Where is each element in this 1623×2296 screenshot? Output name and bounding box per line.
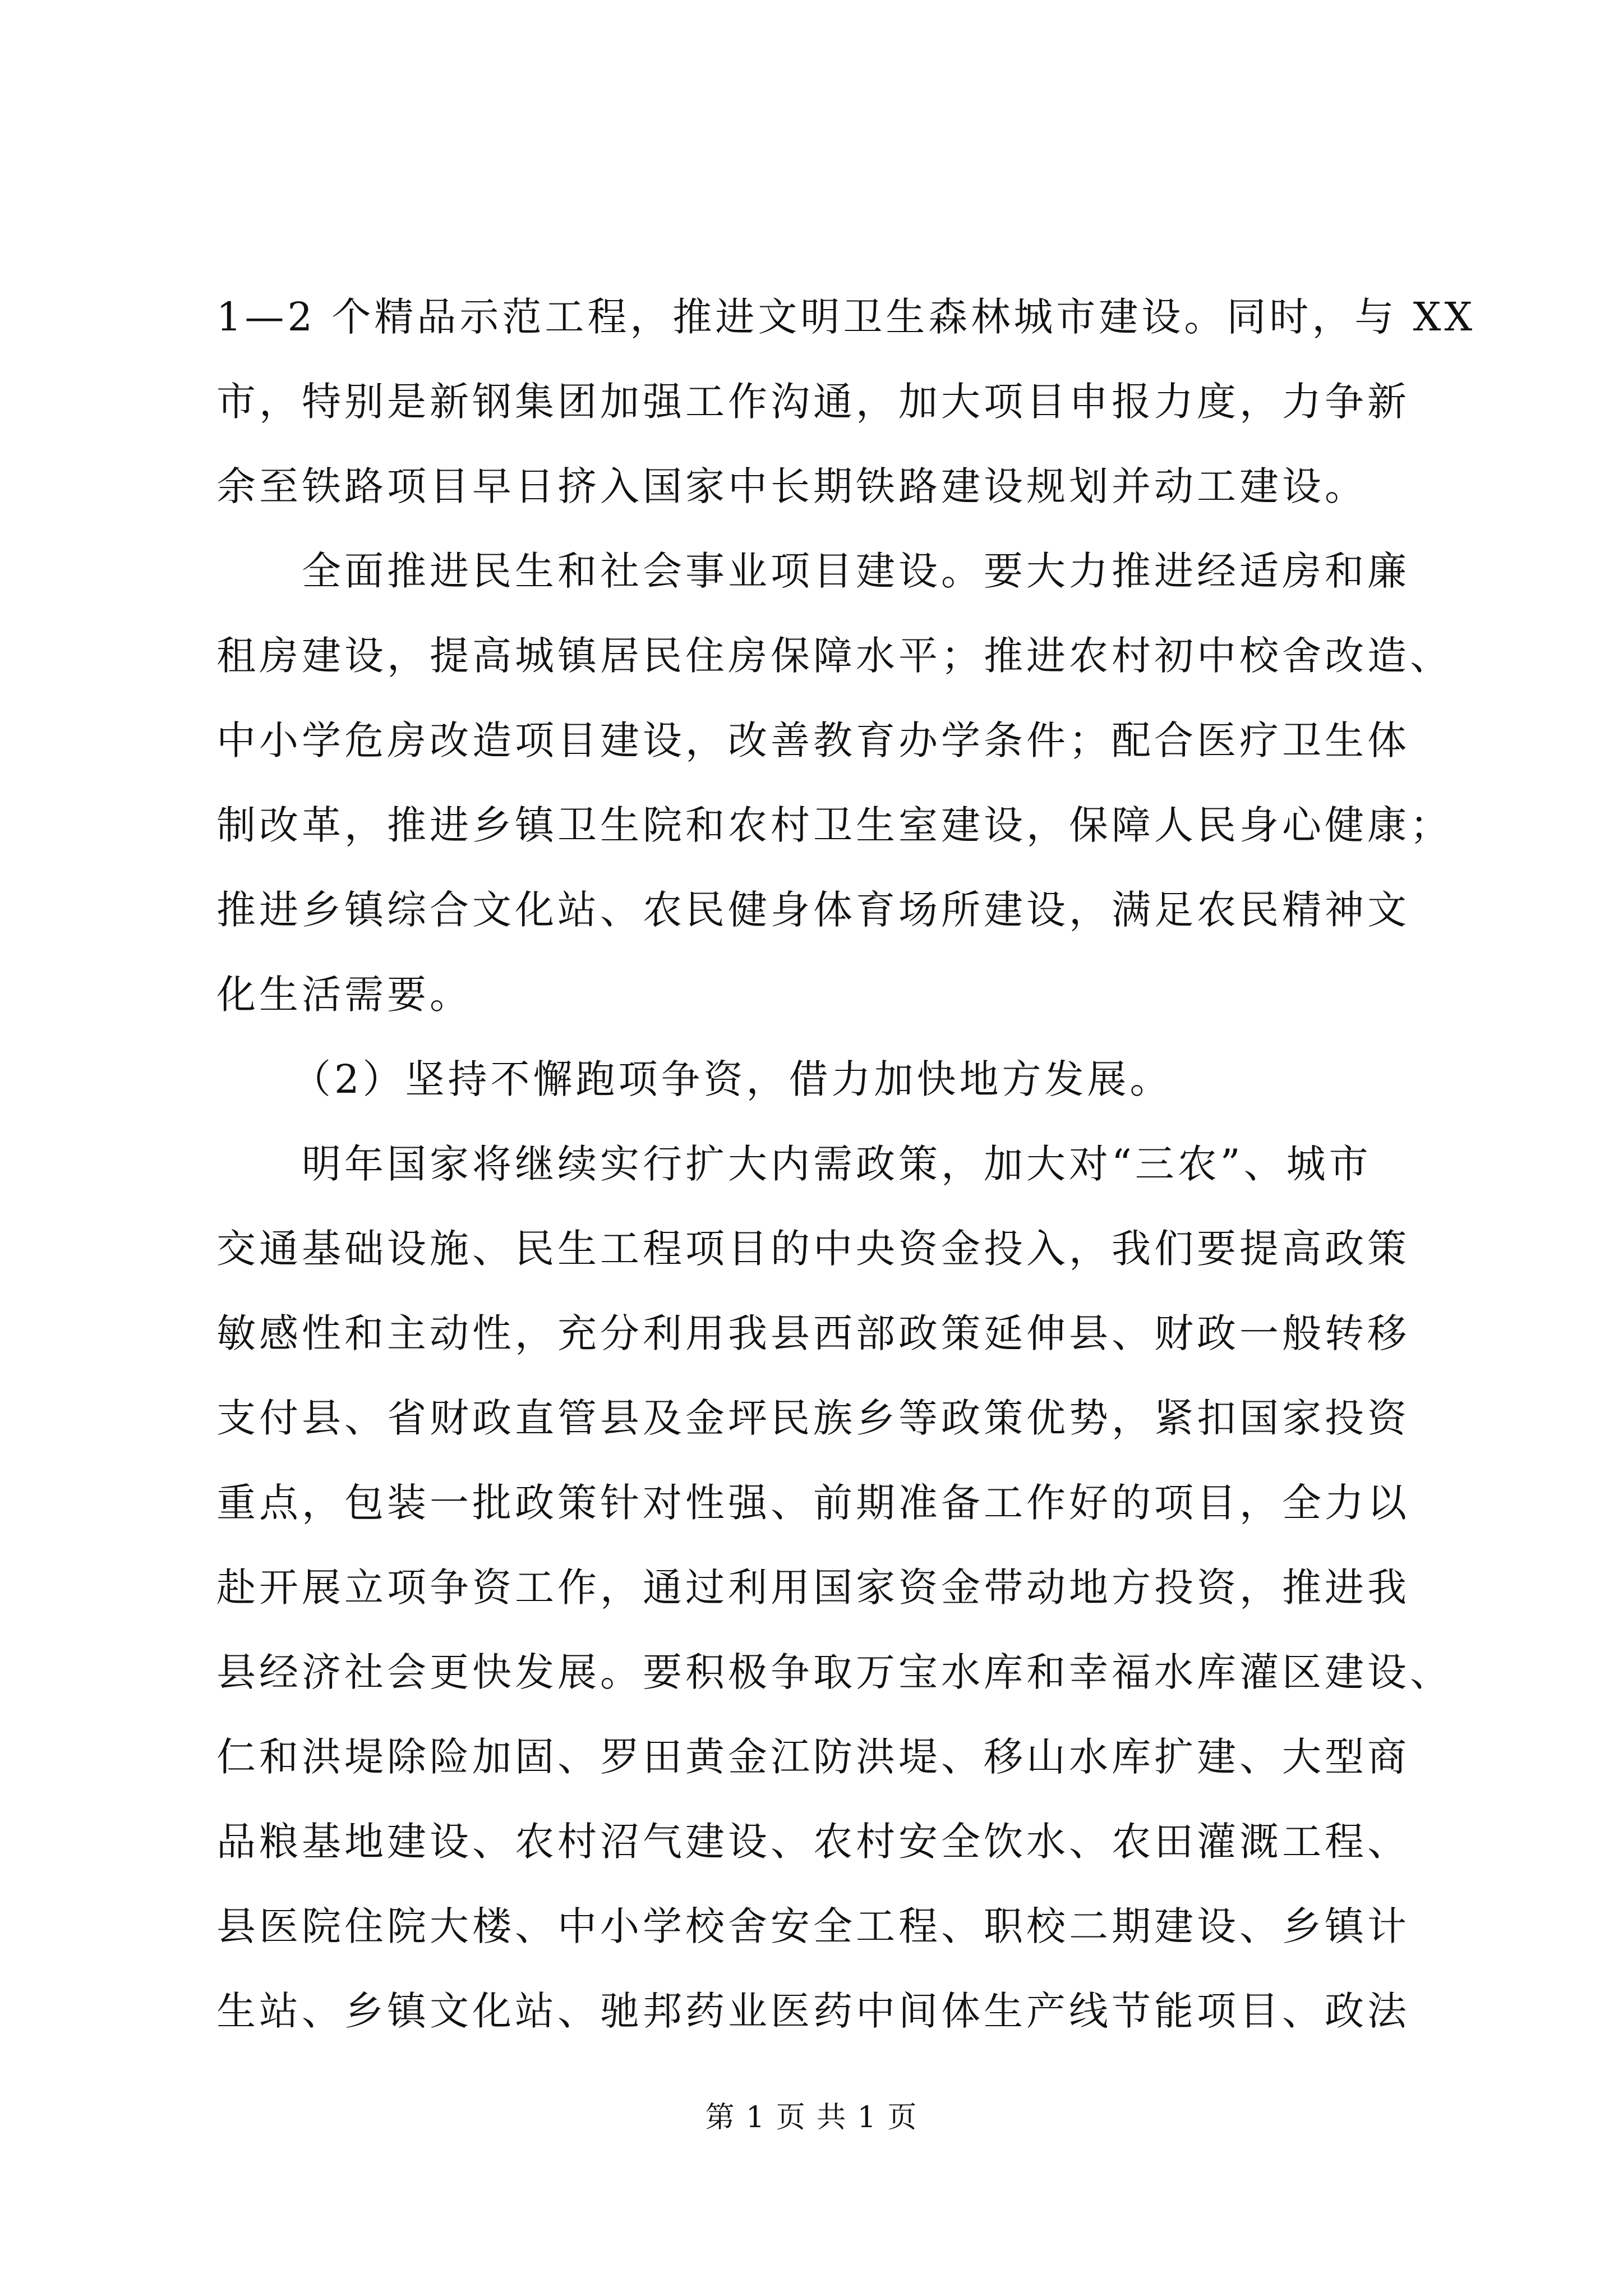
body-text-line: 制改革，推进乡镇卫生院和农村卫生室建设，保障人民身心健康；	[216, 802, 1453, 848]
body-text-line: 敏感性和主动性，充分利用我县西部政策延伸县、财政一般转移	[216, 1310, 1410, 1356]
body-text-line: 生站、乡镇文化站、驰邦药业医药中间体生产线节能项目、政法	[216, 1988, 1410, 2034]
body-text-line: 推进乡镇综合文化站、农民健身体育场所建设，满足农民精神文	[216, 887, 1410, 933]
body-text-line: 赴开展立项争资工作，通过利用国家资金带动地方投资，推进我	[216, 1565, 1410, 1611]
body-text-line: 市，特别是新钢集团加强工作沟通，加大项目申报力度，力争新	[216, 379, 1410, 425]
body-text-line: 1—2 个精品示范工程，推进文明卫生森林城市建设。同时，与 XX	[216, 294, 1476, 340]
body-text-line: 仁和洪堤除险加固、罗田黄金江防洪堤、移山水库扩建、大型商	[216, 1734, 1410, 1780]
body-text-line: 余至铁路项目早日挤入国家中长期铁路建设规划并动工建设。	[216, 463, 1367, 509]
paragraph-first-line: 全面推进民生和社会事业项目建设。要大力推进经适房和廉	[302, 548, 1410, 594]
body-text-line: 县经济社会更快发展。要积极争取万宝水库和幸福水库灌区建设、	[216, 1649, 1453, 1695]
section-heading: （2）坚持不懈跑项争资，借力加快地方发展。	[292, 1056, 1173, 1102]
page-footer: 第 1 页 共 1 页	[705, 2101, 918, 2134]
body-text-line: 化生活需要。	[216, 972, 472, 1018]
body-text-line: 租房建设，提高城镇居民住房保障水平；推进农村初中校舍改造、	[216, 633, 1453, 679]
body-text-line: 交通基础设施、民生工程项目的中央资金投入，我们要提高政策	[216, 1226, 1410, 1272]
body-text-line: 支付县、省财政直管县及金坪民族乡等政策优势，紧扣国家投资	[216, 1395, 1410, 1441]
body-text-line: 重点，包装一批政策针对性强、前期准备工作好的项目，全力以	[216, 1480, 1410, 1526]
body-text-line: 中小学危房改造项目建设，改善教育办学条件；配合医疗卫生体	[216, 717, 1410, 763]
paragraph-first-line: 明年国家将继续实行扩大内需政策，加大对“三农”、城市	[302, 1141, 1372, 1187]
body-text-line: 县医院住院大楼、中小学校舍安全工程、职校二期建设、乡镇计	[216, 1903, 1410, 1949]
body-text-line: 品粮基地建设、农村沼气建设、农村安全饮水、农田灌溉工程、	[216, 1819, 1410, 1865]
